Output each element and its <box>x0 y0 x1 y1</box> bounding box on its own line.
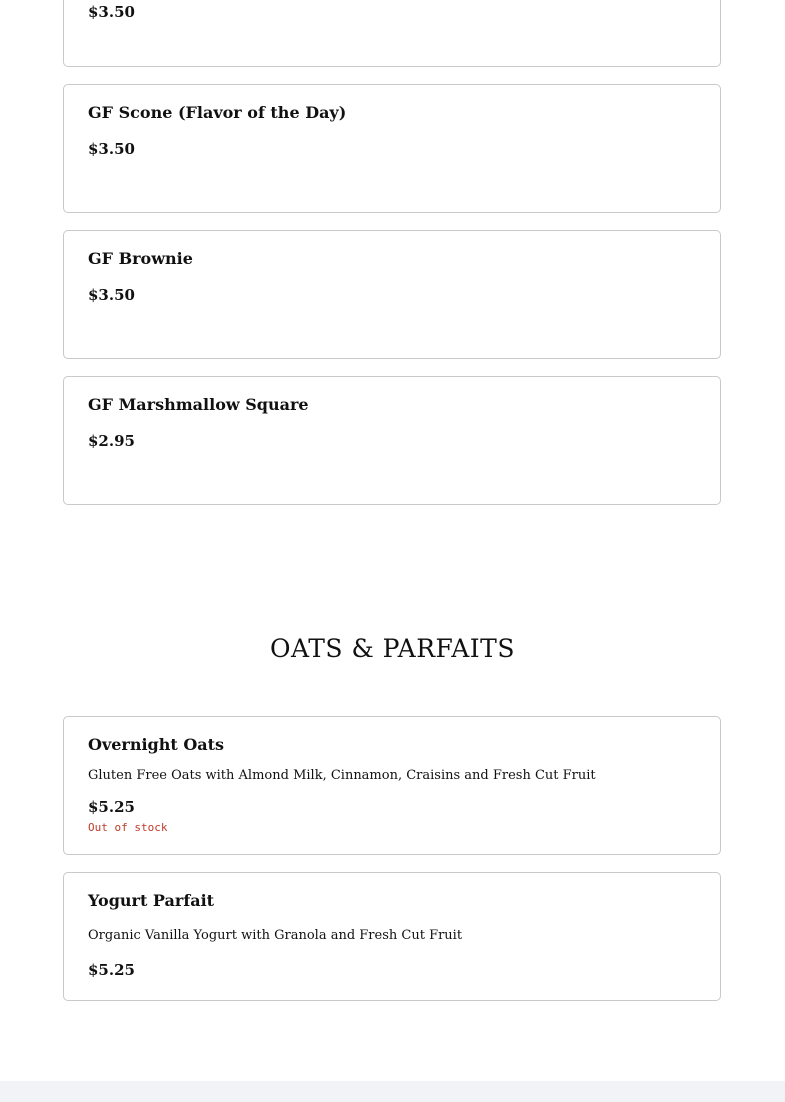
page-footer <box>0 1081 785 1102</box>
out-of-stock-label: Out of stock <box>88 821 168 834</box>
menu-item-card-yogurt-parfait[interactable] <box>63 872 721 1001</box>
item-price: $5.25 <box>88 961 135 979</box>
menu-item-card-gf-brownie[interactable] <box>63 230 721 359</box>
item-name: GF Scone (Flavor of the Day) <box>88 103 347 122</box>
menu-item-card[interactable] <box>63 0 721 67</box>
menu-item-card-overnight-oats[interactable] <box>63 716 721 855</box>
section-title: OATS & PARFAITS <box>270 634 515 663</box>
item-name: GF Marshmallow Square <box>88 395 309 414</box>
item-price: $3.50 <box>88 140 135 158</box>
item-description: Gluten Free Oats with Almond Milk, Cinnamon, Craisins and Fresh Cut Fruit <box>88 768 596 783</box>
item-price: $3.50 <box>88 286 135 304</box>
item-name: Overnight Oats <box>88 735 225 754</box>
item-price: $2.95 <box>88 432 135 450</box>
item-price: $3.50 <box>88 3 135 21</box>
menu-item-card-gf-marshmallow-square[interactable] <box>63 376 721 505</box>
item-name: GF Brownie <box>88 249 193 268</box>
item-price: $5.25 <box>88 798 135 816</box>
item-name: Yogurt Parfait <box>88 891 215 910</box>
item-description: Organic Vanilla Yogurt with Granola and Fresh Cut Fruit <box>88 928 463 943</box>
menu-item-card-gf-scone[interactable] <box>63 84 721 213</box>
